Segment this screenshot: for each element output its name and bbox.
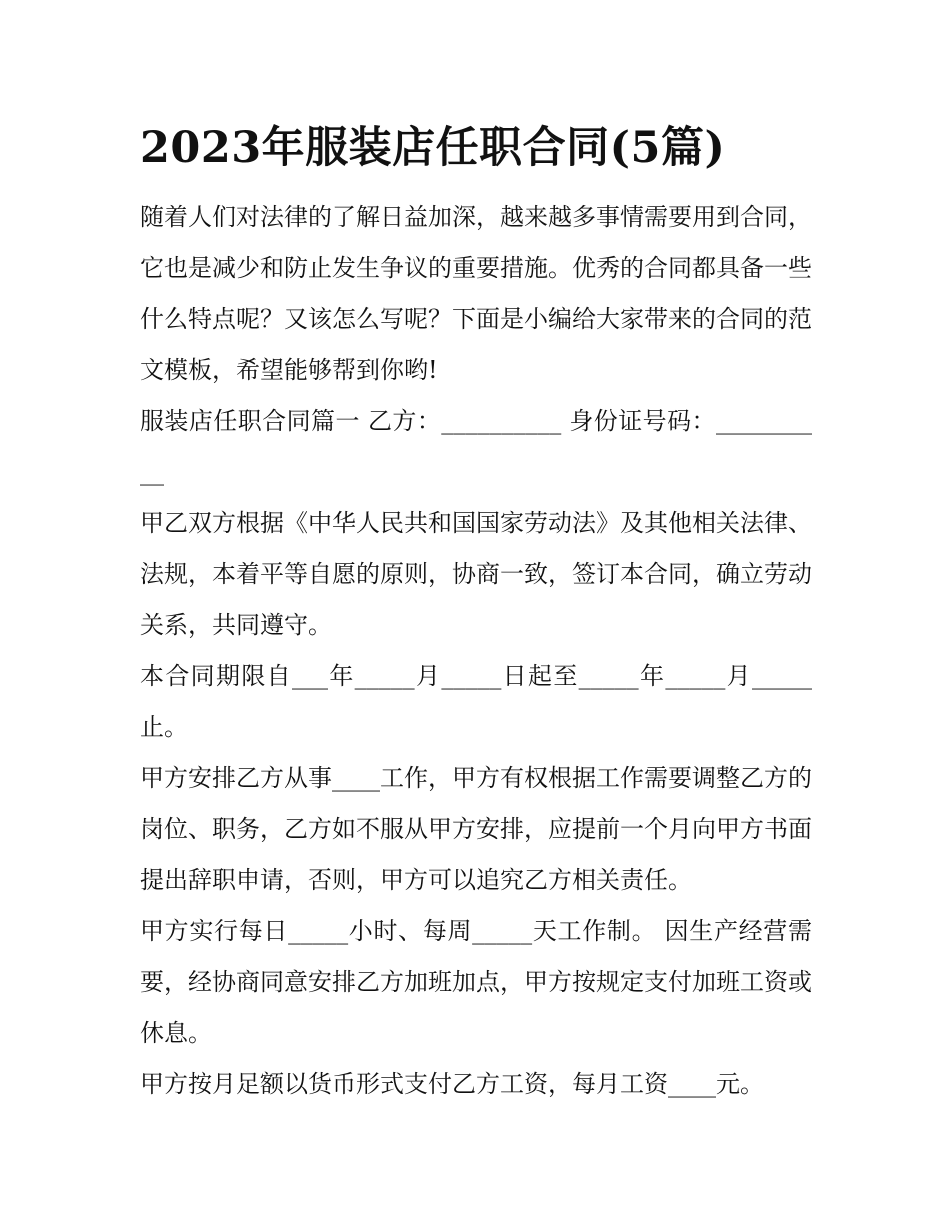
agreement-basis-paragraph: 甲乙双方根据《中华人民共和国国家劳动法》及其他相关法律、法规，本着平等自愿的原则，协商一致，签订本合同，确立劳动关系，共同遵守。 bbox=[140, 509, 812, 639]
job-assignment-paragraph: 甲方安排乙方从事____工作，甲方有权根据工作需要调整乙方的岗位、职务，乙方如不服从甲方安排，应提前一个月向甲方书面提出辞职申请，否则，甲方可以追究乙方相关责任。 bbox=[140, 764, 812, 894]
document-title: 2023年服装店任职合同(5篇) bbox=[140, 123, 726, 173]
salary-paragraph: 甲方按月足额以货币形式支付乙方工资，每月工资____元。 bbox=[140, 1070, 764, 1098]
party-b-id-line: 服装店任职合同篇一 乙方：__________ 身份证号码：__________ bbox=[140, 407, 812, 486]
contract-term-paragraph: 本合同期限自___年_____月_____日起至_____年_____月_____止。 bbox=[140, 662, 812, 741]
intro-paragraph: 随着人们对法律的了解日益加深，越来越多事情需要用到合同，它也是减少和防止发生争议的重要措施。优秀的合同都具备一些什么特点呢？又该怎么写呢？下面是小编给大家带来的合同的范文模板，希望能够帮到你哟! bbox=[140, 203, 812, 384]
document-page bbox=[140, 118, 812, 1110]
working-hours-paragraph: 甲方实行每日_____小时、每周_____天工作制。 因生产经营需要，经协商同意安排乙方加班加点，甲方按规定支付加班工资或休息。 bbox=[140, 917, 812, 1047]
